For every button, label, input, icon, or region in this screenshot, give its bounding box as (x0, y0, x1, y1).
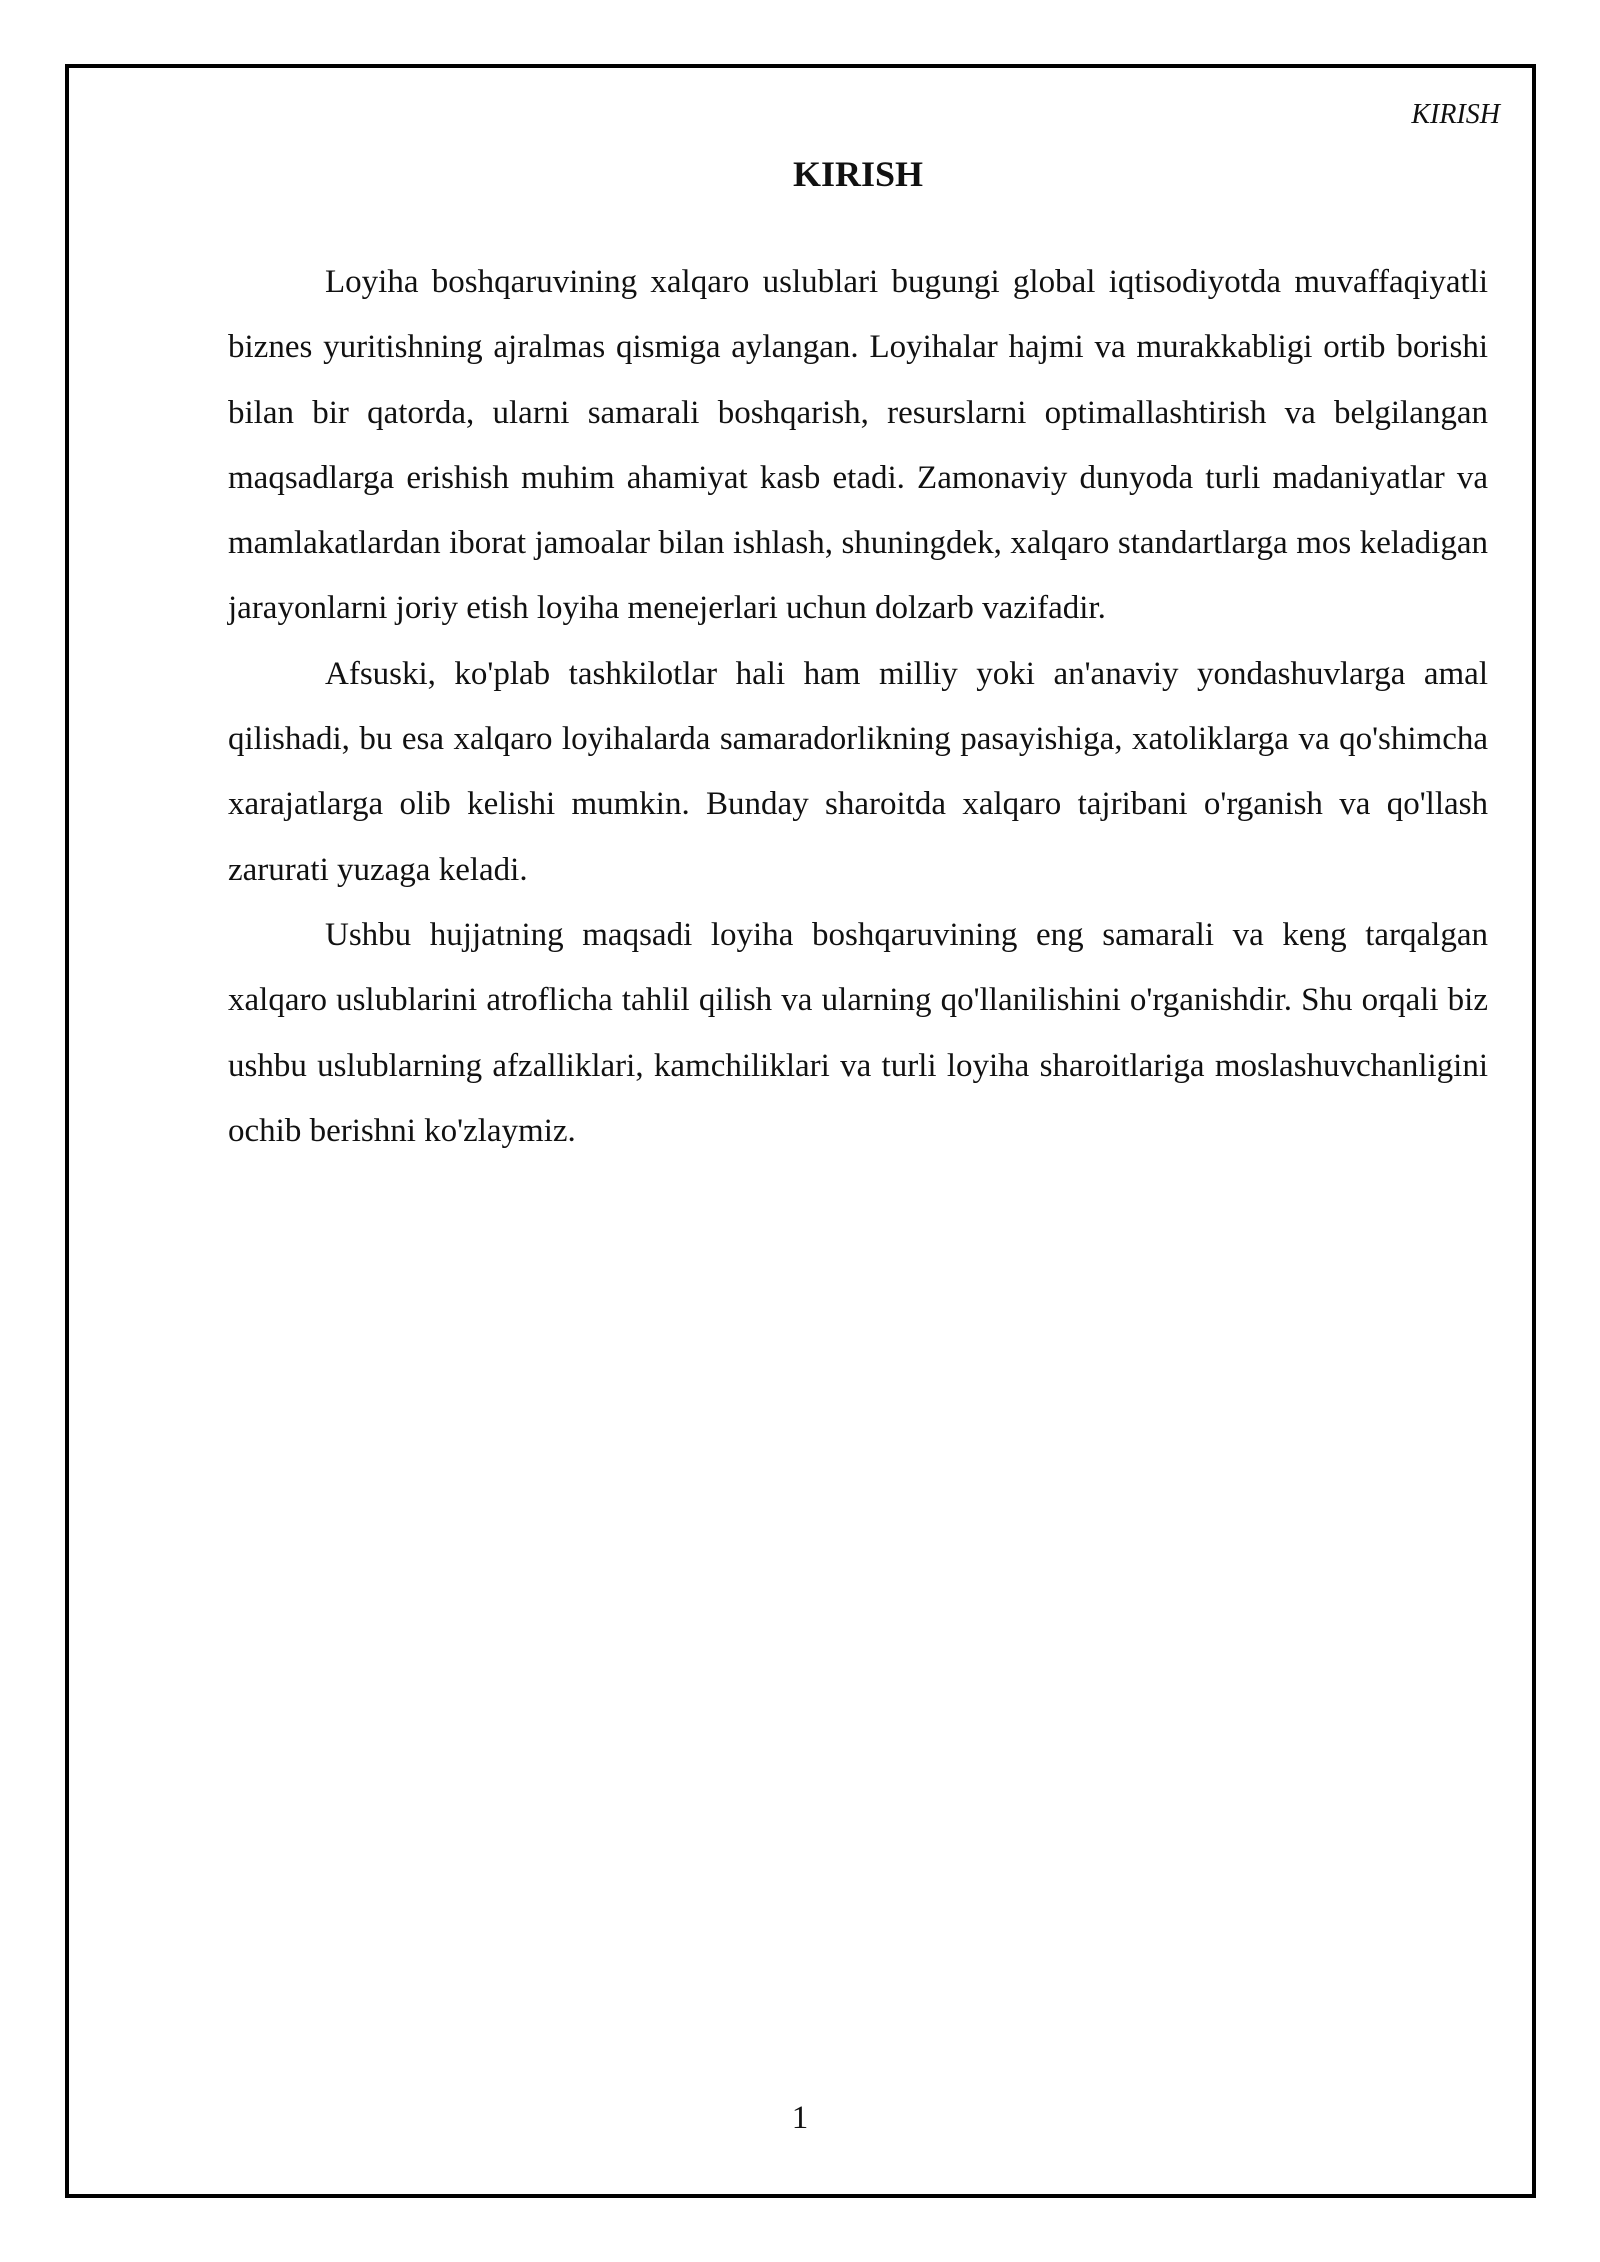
page-number: 1 (791, 2100, 809, 2136)
running-header: KIRISH (1411, 99, 1500, 130)
paragraph-3: Ushbu hujjatning maqsadi loyiha boshqaruvining eng samarali va keng tarqalgan xalqaro uslublarini atroflicha tahlil qilish va ularning qo'llanilishini o'rganishdir. Shu orqali biz ushbu uslublarning afzalliklari, kamchiliklari va turli loyiha sharoitlariga moslashuvchanligini ochib berishni ko'zlaymiz. (228, 916, 1488, 1149)
body-text (228, 250, 1488, 1164)
paragraph-1: Loyiha boshqaruvining xalqaro uslublari bugungi global iqtisodiyotda muvaffaqiyatli biznes yuritishning ajralmas qismiga aylangan. Loyihalar hajmi va murakkabligi ortib borishi bilan bir qatorda, ularni samarali boshqarish, resurslarni optimallashtirish va belgilangan maqsadlarga erishish muhim ahamiyat kasb etadi. Zamonaviy dunyoda turli madaniyatlar va mamlakatlardan iborat jamoalar bilan ishlash, shuningdek, xalqaro standartlarga mos keladigan jarayonlarni joriy etish loyiha menejerlari uchun dolzarb vazifadir. (228, 264, 1488, 627)
paragraph-2: Afsuski, ko'plab tashkilotlar hali ham milliy yoki an'anaviy yondashuvlarga amal qilishadi, bu esa xalqaro loyihalarda samaradorlikning pasayishiga, xatoliklarga va qo'shimcha xarajatlarga olib kelishi mumkin. Bunday sharoitda xalqaro tajribani o'rganish va qo'llash zarurati yuzaga keladi. (228, 655, 1488, 888)
section-title: KIRISH (792, 154, 924, 194)
